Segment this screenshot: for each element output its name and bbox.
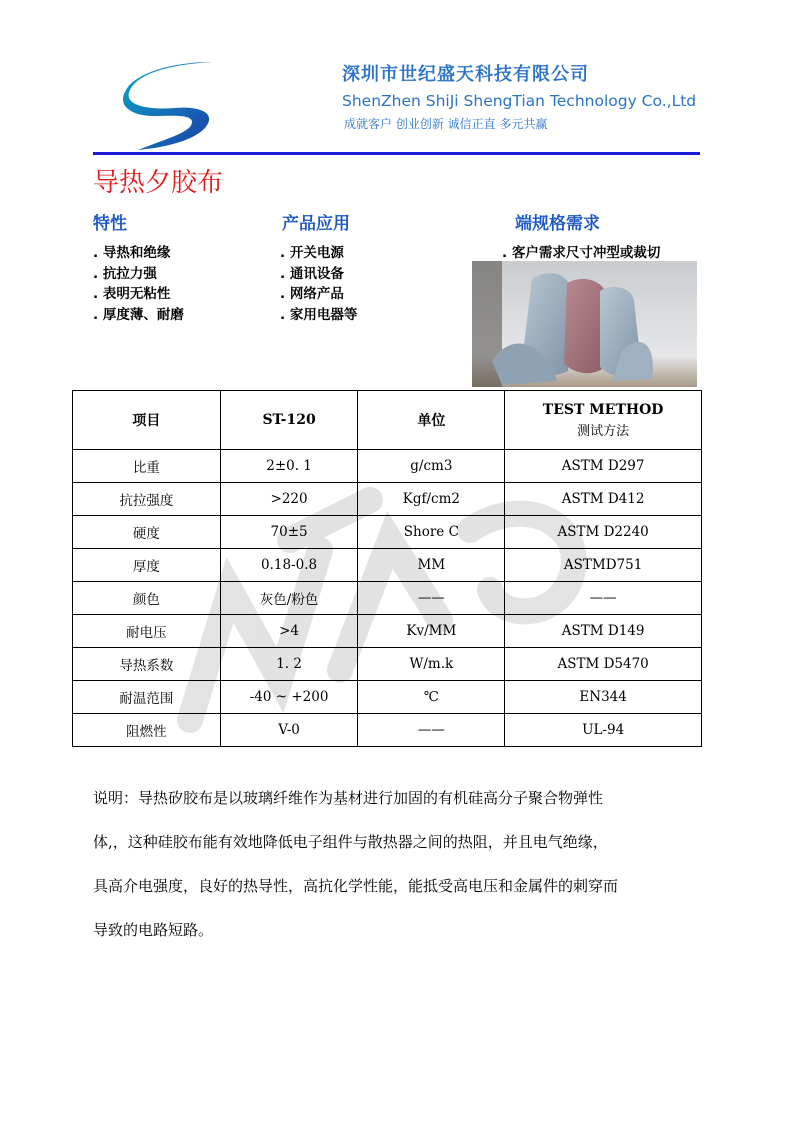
cell-value: 灰色/粉色 (220, 582, 358, 615)
applications-list (280, 243, 357, 325)
cell-item: 抗拉强度 (73, 483, 221, 516)
cell-value: -40 ~ +200 (220, 681, 358, 714)
cell-unit: —— (358, 582, 505, 615)
cell-value: 2±0. 1 (220, 450, 358, 483)
header-model: ST-120 (220, 391, 358, 450)
cell-method: ASTM D2240 (505, 516, 702, 549)
description-line: 体,，这种硅胶布能有效地降低电子组件与散热器之间的热阻，并且电气绝缘， (93, 833, 608, 851)
description-line: 说明：导热矽胶布是以玻璃纤维作为基材进行加固的有机硅高分子聚合物弹性 (93, 789, 604, 807)
cell-unit: MM (358, 549, 505, 582)
header-method-en: TEST METHOD (542, 401, 664, 418)
company-name-en: ShenZhen ShiJi ShengTian Technology Co.,Ltd (342, 92, 697, 110)
cell-unit: g/cm3 (358, 450, 505, 483)
list-item: . 抗拉力强 (93, 265, 157, 282)
cell-item: 颜色 (73, 582, 221, 615)
cell-method: ASTM D412 (505, 483, 702, 516)
cell-item: 厚度 (73, 549, 221, 582)
cell-item: 导热系数 (73, 648, 221, 681)
table-row (73, 450, 702, 483)
cell-method: ASTM D5470 (505, 648, 702, 681)
header-divider (93, 152, 700, 155)
product-photo (472, 261, 697, 387)
list-item: . 开关电源 (280, 245, 344, 261)
header-method (505, 391, 702, 450)
cell-unit: Kgf/cm2 (358, 483, 505, 516)
features-list (93, 243, 184, 325)
cell-unit: ℃ (358, 681, 505, 714)
list-item: . 厚度薄、耐磨 (93, 306, 184, 323)
cell-method: ASTM D297 (505, 450, 702, 483)
cell-unit: W/m.k (358, 648, 505, 681)
cell-value: >4 (220, 615, 358, 648)
cell-item: 耐电压 (73, 615, 221, 648)
cell-method: EN344 (505, 681, 702, 714)
cell-item: 耐温范围 (73, 681, 221, 714)
table-row (73, 516, 702, 549)
list-item: . 客户需求尺寸冲型或裁切 (502, 245, 661, 261)
spec-table (72, 390, 702, 747)
list-item: . 表明无粘性 (93, 286, 171, 302)
cell-value: V-0 (220, 714, 358, 747)
list-item: . 通讯设备 (280, 265, 344, 282)
cell-value: 0.18-0.8 (220, 549, 358, 582)
table-row (73, 648, 702, 681)
table-row (73, 615, 702, 648)
cell-value: 1. 2 (220, 648, 358, 681)
table-row (73, 714, 702, 747)
table-row (73, 582, 702, 615)
header-unit: 单位 (358, 391, 505, 450)
product-title: 导热夕胶布 (93, 168, 224, 198)
list-item: . 网络产品 (280, 286, 344, 302)
product-description (93, 776, 703, 952)
table-header-row (73, 391, 702, 450)
table-row (73, 549, 702, 582)
list-item: . 导热和绝缘 (93, 245, 171, 261)
cell-method: ASTMD751 (505, 549, 702, 582)
cell-item: 比重 (73, 450, 221, 483)
company-header (342, 60, 696, 132)
list-item: . 家用电器等 (280, 306, 358, 323)
cell-unit: —— (358, 714, 505, 747)
cell-method: —— (505, 582, 702, 615)
company-logo-icon (120, 60, 230, 150)
cell-value: 70±5 (220, 516, 358, 549)
company-slogan: 成就客户 创业创新 诚信正直 多元共赢 (344, 117, 548, 131)
company-name-cn: 深圳市世纪盛天科技有限公司 (342, 64, 589, 85)
cell-unit: Shore C (358, 516, 505, 549)
cell-item: 硬度 (73, 516, 221, 549)
description-line: 具高介电强度，良好的热导性，高抗化学性能，能抵受高电压和金属件的刺穿而 (93, 877, 619, 895)
table-row (73, 681, 702, 714)
table-row (73, 483, 702, 516)
features-heading: 特性 (93, 214, 127, 234)
cell-unit: Kv/MM (358, 615, 505, 648)
applications-heading: 产品应用 (282, 214, 350, 234)
header-method-cn: 测试方法 (577, 423, 630, 439)
cell-method: ASTM D149 (505, 615, 702, 648)
cell-item: 阻燃性 (73, 714, 221, 747)
header-item: 项目 (73, 391, 221, 450)
description-line: 导致的电路短路。 (93, 921, 214, 939)
cell-method: UL-94 (505, 714, 702, 747)
cell-value: >220 (220, 483, 358, 516)
specs-heading: 端规格需求 (515, 214, 600, 234)
